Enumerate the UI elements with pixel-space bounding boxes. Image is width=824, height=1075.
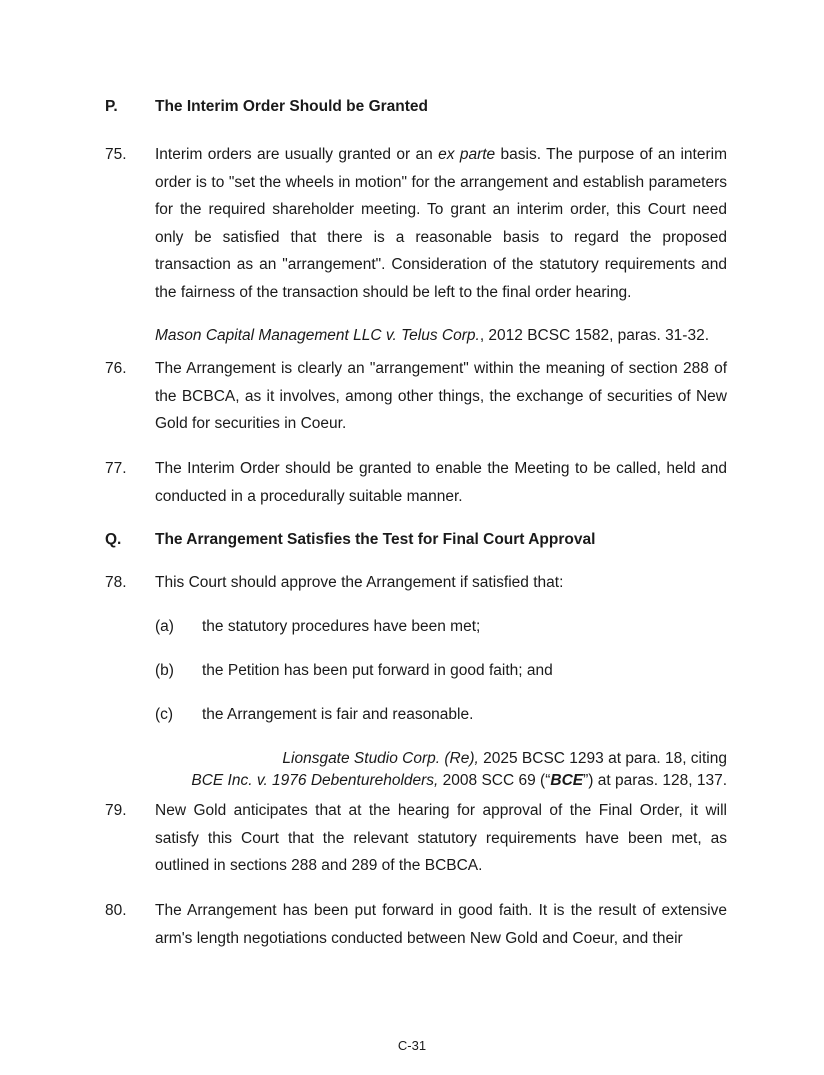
citation-reference: 2008 SCC 69 (“ <box>438 772 551 789</box>
citation-short-name: BCE <box>550 772 584 789</box>
paragraph-text: The Interim Order should be granted to enable the Meeting to be called, held and conducted in a procedurally suitable manner. <box>155 460 727 505</box>
citation-reference: ”) at paras. 128, 137. <box>583 772 727 789</box>
citation-mason <box>155 327 727 345</box>
paragraph-number: 77. <box>105 460 127 477</box>
paragraph-text: The Arrangement is clearly an "arrangement" within the meaning of section 288 of the BCBCA, as it involves, among other things, the exchange of securities of New Gold for securities in Coeur. <box>155 360 727 432</box>
paragraph-78 <box>105 574 727 597</box>
page-number: C-31 <box>397 1038 427 1053</box>
paragraph-number: 80. <box>105 902 127 919</box>
paragraph-text-italic: ex parte <box>438 146 496 163</box>
section-title: The Interim Order Should be Granted <box>155 98 429 115</box>
citation-case-name: Mason Capital Management LLC v. Telus Corp. <box>155 327 480 344</box>
citation-line-1 <box>191 748 727 770</box>
paragraph-text-part: Interim orders are usually granted or an <box>155 146 439 163</box>
paragraph-80 <box>105 902 727 952</box>
paragraph-text: New Gold anticipates that at the hearing for approval of the Final Order, it will satisfy this Court that the relevant statutory requirements have been met, as outlined in sections 288 and 289 of the BCBCA. <box>155 802 727 874</box>
paragraph-number: 76. <box>105 360 127 377</box>
paragraph-77 <box>105 460 727 510</box>
paragraph-text: The Arrangement has been put forward in good faith. It is the result of extensive arm's length negotiations conducted between New Gold and Coeur, and their <box>155 902 727 947</box>
paragraph-75 <box>105 146 727 306</box>
citation-lionsgate <box>191 748 727 792</box>
paragraph-text: This Court should approve the Arrangement if satisfied that: <box>155 574 564 591</box>
subitem-label: (b) <box>155 662 174 679</box>
subitem-label: (c) <box>155 706 174 723</box>
subitem-text: the Petition has been put forward in good faith; and <box>202 662 553 679</box>
paragraph-76 <box>105 360 727 438</box>
paragraph-text <box>155 141 727 306</box>
paragraph-text-part: basis. The purpose of an interim order is to "set the wheels in motion" for the arrangement and establish parameters for the required shareholder meeting. To grant an interim order, this Court need only be satisfied that there is a reasonable basis to regard the proposed transaction as an "arrangement". Consideration of the statutory requirements and the fairness of the transaction should be left to the final order hearing. <box>155 146 727 301</box>
paragraph-number: 79. <box>105 802 127 819</box>
subitem-label: (a) <box>155 618 174 635</box>
citation-case-name: Lionsgate Studio Corp. (Re), <box>282 750 479 767</box>
citation-reference: 2025 BCSC 1293 at para. 18, citing <box>478 750 727 767</box>
subitem-text: the statutory procedures have been met; <box>202 618 481 635</box>
subitem-text: the Arrangement is fair and reasonable. <box>202 706 474 723</box>
citation-case-name: BCE Inc. v. 1976 Debentureholders, <box>191 772 439 789</box>
section-letter: Q. <box>105 531 122 548</box>
section-letter: P. <box>105 98 118 115</box>
citation-reference: , 2012 BCSC 1582, paras. 31-32. <box>479 327 710 344</box>
paragraph-number: 75. <box>105 146 127 163</box>
section-title: The Arrangement Satisfies the Test for Final Court Approval <box>155 531 596 548</box>
paragraph-number: 78. <box>105 574 127 591</box>
paragraph-79 <box>105 802 727 880</box>
citation-line-2 <box>191 770 727 792</box>
